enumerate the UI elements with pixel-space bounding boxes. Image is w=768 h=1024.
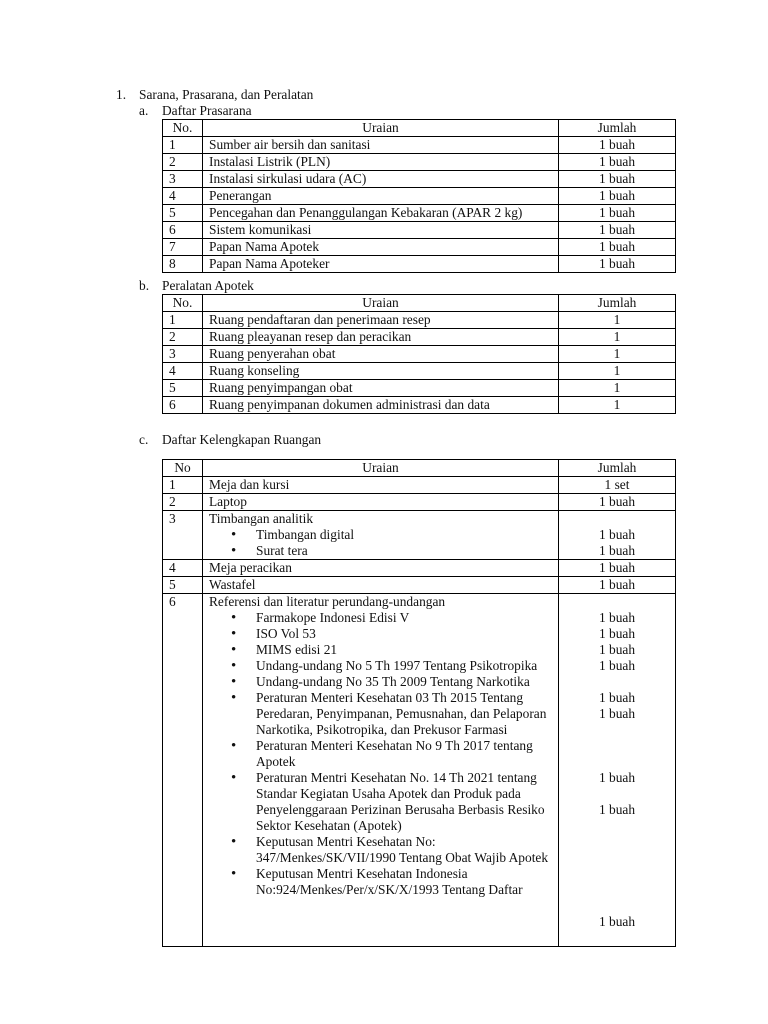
row-no: 2 bbox=[163, 329, 203, 346]
row-uraian: Sumber air bersih dan sanitasi bbox=[203, 137, 559, 154]
row-no: 5 bbox=[163, 380, 203, 397]
row-jumlah: 1 buah bbox=[559, 171, 676, 188]
row-jumlah: 1 buah bbox=[559, 239, 676, 256]
row-uraian: Meja peracikan bbox=[203, 560, 559, 577]
jumlah-spacer bbox=[559, 786, 675, 802]
row-uraian: Ruang konseling bbox=[203, 363, 559, 380]
row-jumlah: 1 buah bbox=[559, 494, 676, 511]
row-jumlah: 1 buah bbox=[559, 577, 676, 594]
row-uraian: Ruang pleayanan resep dan peracikan bbox=[203, 329, 559, 346]
bullet-item: • Peraturan Menteri Kesehatan No 9 Th 2017 tentang Apotek bbox=[209, 738, 558, 770]
header-jumlah: Jumlah bbox=[559, 460, 676, 477]
bullet-item: • Undang-undang No 35 Th 2009 Tentang Narkotika bbox=[209, 674, 558, 690]
table-header-row bbox=[163, 460, 676, 477]
row-uraian: Meja dan kursi bbox=[203, 477, 559, 494]
row-no: 6 bbox=[163, 222, 203, 239]
jumlah-spacer bbox=[559, 898, 675, 914]
jumlah-list bbox=[559, 511, 675, 559]
row-no: 4 bbox=[163, 188, 203, 205]
item-jumlah: 1 buah bbox=[598, 706, 636, 721]
heading-title: Sarana, Prasarana, dan Peralatan bbox=[139, 87, 314, 102]
heading-number: 1. bbox=[116, 87, 127, 102]
jumlah-spacer bbox=[559, 722, 675, 738]
row-jumlah: 1 buah bbox=[559, 137, 676, 154]
row-no: 3 bbox=[163, 171, 203, 188]
table-row bbox=[163, 154, 676, 171]
row-jumlah: 1 bbox=[559, 363, 676, 380]
table-row bbox=[163, 222, 676, 239]
table-row bbox=[163, 137, 676, 154]
jumlah-spacer bbox=[559, 754, 675, 770]
jumlah-spacer bbox=[559, 834, 675, 850]
header-jumlah: Jumlah bbox=[559, 295, 676, 312]
table-row bbox=[163, 594, 676, 947]
row-uraian: Ruang penyerahan obat bbox=[203, 346, 559, 363]
table-row bbox=[163, 171, 676, 188]
table-row bbox=[163, 346, 676, 363]
header-no: No. bbox=[163, 120, 203, 137]
row-no: 8 bbox=[163, 256, 203, 273]
bullet-item: • ISO Vol 53 bbox=[209, 626, 558, 642]
row-uraian: Penerangan bbox=[203, 188, 559, 205]
bullet-item: • Peraturan Mentri Kesehatan No. 14 Th 2021 tentang Standar Kegiatan Usaha Apotek dan Produk pada Penyelenggaraan Perizinan Berusaha Berbasis Resiko Sektor Kesehatan (Apotek) bbox=[209, 770, 558, 834]
row-no: 3 bbox=[163, 511, 203, 560]
row-jumlah: 1 buah bbox=[559, 560, 676, 577]
jumlah-list bbox=[559, 594, 675, 946]
row-uraian-title: Referensi dan literatur perundang-undangan bbox=[209, 594, 446, 609]
kelengkapan-rows bbox=[163, 477, 676, 947]
item-jumlah: 1 buah bbox=[598, 626, 636, 641]
table-row bbox=[163, 205, 676, 222]
item-jumlah: 1 buah bbox=[598, 527, 636, 542]
row-no: 6 bbox=[163, 594, 203, 947]
table-row bbox=[163, 329, 676, 346]
table-row bbox=[163, 560, 676, 577]
row-jumlah: 1 set bbox=[559, 477, 676, 494]
row-uraian: Sistem komunikasi bbox=[203, 222, 559, 239]
jumlah-spacer bbox=[559, 882, 675, 898]
row-no: 4 bbox=[163, 560, 203, 577]
row-no: 3 bbox=[163, 346, 203, 363]
row-uraian: Ruang penyimpangan obat bbox=[203, 380, 559, 397]
row-no: 1 bbox=[163, 477, 203, 494]
row-jumlah: 1 buah bbox=[559, 154, 676, 171]
row-jumlah: 1 bbox=[559, 346, 676, 363]
row-no: 4 bbox=[163, 363, 203, 380]
table-row bbox=[163, 577, 676, 594]
section-c-letter: c. bbox=[139, 432, 149, 447]
table-row bbox=[163, 494, 676, 511]
item-jumlah: 1 buah bbox=[598, 770, 636, 785]
row-no: 5 bbox=[163, 577, 203, 594]
peralatan-rows bbox=[163, 312, 676, 414]
row-uraian-title: Timbangan analitik bbox=[209, 511, 314, 526]
item-jumlah bbox=[559, 866, 675, 882]
row-no: 5 bbox=[163, 205, 203, 222]
jumlah-spacer bbox=[559, 511, 675, 527]
row-jumlah: 1 bbox=[559, 312, 676, 329]
item-jumlah: 1 buah bbox=[598, 802, 636, 817]
row-jumlah: 1 bbox=[559, 329, 676, 346]
row-no: 6 bbox=[163, 397, 203, 414]
table-row bbox=[163, 256, 676, 273]
row-uraian: Laptop bbox=[203, 494, 559, 511]
bullet-item: • MIMS edisi 21 bbox=[209, 642, 558, 658]
bullet-item: • Keputusan Mentri Kesehatan Indonesia No:924/Menkes/Per/x/SK/X/1993 Tentang Daftar bbox=[209, 866, 558, 898]
bullet-item: • Keputusan Mentri Kesehatan No: 347/Menkes/SK/VII/1990 Tentang Obat Wajib Apotek bbox=[209, 834, 558, 866]
row-uraian: Ruang pendaftaran dan penerimaan resep bbox=[203, 312, 559, 329]
header-no: No. bbox=[163, 295, 203, 312]
bullet-item: • Surat tera bbox=[209, 543, 558, 559]
jumlah-spacer bbox=[559, 594, 675, 610]
row-jumlah: 1 bbox=[559, 380, 676, 397]
item-jumlah: 1 buah bbox=[598, 690, 636, 705]
jumlah-spacer bbox=[559, 930, 675, 946]
row-jumlah bbox=[559, 594, 676, 947]
kelengkapan-table bbox=[162, 459, 676, 947]
table-header-row bbox=[163, 120, 676, 137]
section-c-title: Daftar Kelengkapan Ruangan bbox=[162, 432, 322, 447]
table-header-row bbox=[163, 295, 676, 312]
row-no: 7 bbox=[163, 239, 203, 256]
bullet-list bbox=[209, 527, 558, 559]
jumlah-spacer bbox=[559, 674, 675, 690]
row-no: 1 bbox=[163, 312, 203, 329]
jumlah-spacer bbox=[559, 738, 675, 754]
bullet-list bbox=[209, 610, 558, 898]
row-jumlah bbox=[559, 511, 676, 560]
table-row bbox=[163, 477, 676, 494]
row-jumlah: 1 buah bbox=[559, 188, 676, 205]
item-jumlah: 1 buah bbox=[598, 658, 636, 673]
row-uraian: Ruang penyimpanan dokumen administrasi dan data bbox=[203, 397, 559, 414]
row-uraian bbox=[203, 594, 559, 947]
row-no: 2 bbox=[163, 154, 203, 171]
row-uraian: Pencegahan dan Penanggulangan Kebakaran (APAR 2 kg) bbox=[203, 205, 559, 222]
row-jumlah: 1 buah bbox=[559, 205, 676, 222]
prasarana-rows bbox=[163, 137, 676, 273]
item-jumlah: 1 buah bbox=[598, 642, 636, 657]
section-a-title: Daftar Prasarana bbox=[162, 103, 252, 118]
item-jumlah: 1 buah bbox=[598, 610, 636, 625]
row-uraian bbox=[203, 511, 559, 560]
table-row bbox=[163, 312, 676, 329]
row-jumlah: 1 buah bbox=[559, 256, 676, 273]
row-jumlah: 1 bbox=[559, 397, 676, 414]
table-row bbox=[163, 511, 676, 560]
jumlah-spacer bbox=[559, 850, 675, 866]
prasarana-table bbox=[162, 119, 676, 273]
table-row bbox=[163, 380, 676, 397]
item-jumlah: 1 buah bbox=[598, 543, 636, 558]
header-no: No bbox=[163, 460, 203, 477]
section-b-letter: b. bbox=[139, 278, 150, 293]
bullet-item: • Undang-undang No 5 Th 1997 Tentang Psikotropika bbox=[209, 658, 558, 674]
row-uraian: Papan Nama Apoteker bbox=[203, 256, 559, 273]
peralatan-table bbox=[162, 294, 676, 414]
table-row bbox=[163, 397, 676, 414]
table-row bbox=[163, 239, 676, 256]
row-uraian: Papan Nama Apotek bbox=[203, 239, 559, 256]
row-jumlah: 1 buah bbox=[559, 222, 676, 239]
row-uraian: Instalasi Listrik (PLN) bbox=[203, 154, 559, 171]
header-uraian: Uraian bbox=[203, 295, 559, 312]
row-no: 2 bbox=[163, 494, 203, 511]
table-row bbox=[163, 363, 676, 380]
row-uraian: Wastafel bbox=[203, 577, 559, 594]
section-a-letter: a. bbox=[139, 103, 149, 118]
bullet-item: • Farmakope Indonesi Edisi V bbox=[209, 610, 558, 626]
item-jumlah: 1 buah bbox=[598, 914, 636, 929]
row-no: 1 bbox=[163, 137, 203, 154]
bullet-item: • Peraturan Menteri Kesehatan 03 Th 2015 Tentang Peredaran, Penyimpanan, Pemusnahan, dan Pelaporan Narkotika, Psikotropika, dan Prekusor Farmasi bbox=[209, 690, 558, 738]
header-uraian: Uraian bbox=[203, 460, 559, 477]
header-jumlah: Jumlah bbox=[559, 120, 676, 137]
jumlah-spacer bbox=[559, 818, 675, 834]
row-uraian: Instalasi sirkulasi udara (AC) bbox=[203, 171, 559, 188]
bullet-item: • Timbangan digital bbox=[209, 527, 558, 543]
header-uraian: Uraian bbox=[203, 120, 559, 137]
table-row bbox=[163, 188, 676, 205]
section-b-title: Peralatan Apotek bbox=[162, 278, 254, 293]
